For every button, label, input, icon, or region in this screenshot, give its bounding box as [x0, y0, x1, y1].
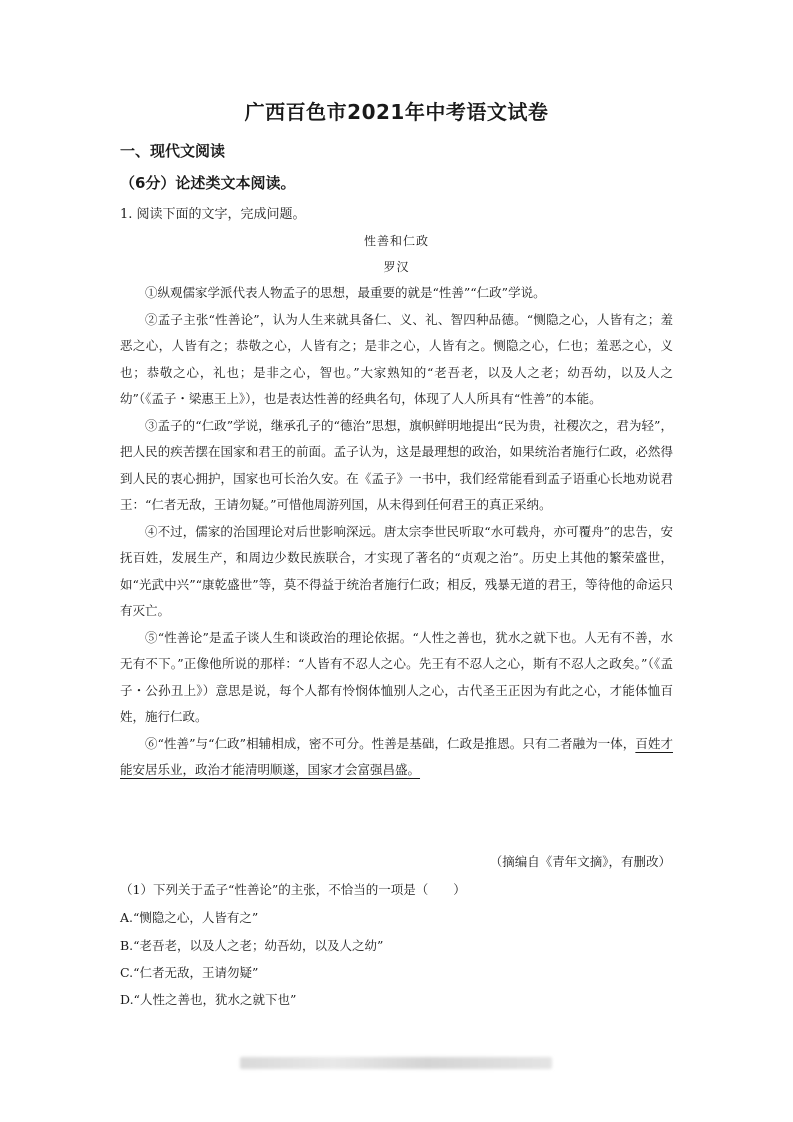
paragraph-1: ①纵观儒家学派代表人物孟子的思想，最重要的就是“性善”“仁政”学说。 [145, 285, 546, 300]
blurred-footer-watermark [240, 1057, 552, 1069]
article-author: 罗汉 [383, 260, 410, 274]
page-title: 广西百色市2021年中考语文试卷 [244, 100, 549, 124]
option-b: B.“老吾老，以及人之老；幼吾幼，以及人之幼” [120, 938, 384, 953]
question-stem: （1）下列关于孟子“性善论”的主张，不恰当的一项是（ ） [120, 882, 466, 897]
article-title: 性善和仁政 [363, 234, 429, 248]
subsection-heading: （6分）论述类文本阅读。 [120, 174, 296, 192]
question-intro: 1. 阅读下面的文字，完成问题。 [120, 207, 306, 222]
paragraph-6-text: ⑥“性善”与“仁政”相辅相成，密不可分。性善是基础，仁政是推恩。只有二者融为一体， [145, 735, 636, 751]
article-source: （摘编自《青年文摘》，有删改） [489, 854, 671, 869]
option-c: C.“仁者无敌，王请勿疑” [120, 965, 259, 980]
option-a: A.“恻隐之心，人皆有之” [120, 910, 259, 925]
section-heading: 一、现代文阅读 [120, 142, 226, 160]
paragraph-3: ③孟子的“仁政”学说，继承孔子的“德治”思想，旗帜鲜明地提出“民为贵，社稷次之，君为轻”，把人民的疾苦摆在国家和君王的前面。孟子认为，这是最理想的政治，如果统治者施行仁政，必然得到人民的衷心拥护，国家也可长治久安。在《孟子》一书中，我们经常能看到孟子语重心长地劝说君王：“仁者无敌，王请勿疑。”可惜他周游列国，从未得到任何君王的真正采纳。 [120, 417, 673, 512]
article-body [120, 280, 673, 784]
paragraph-5: ⑤“性善论”是孟子谈人生和谈政治的理论依据。“人性之善也，犹水之就下也。人无有不善，水无有不下。”正像他所说的那样：“人皆有不忍人之心。先王有不忍人之心，斯有不忍人之政矣。”（《孟子・公孙丑上》）意思是说，每个人都有怜悯体恤别人之心，古代圣王正因为有此之心，才能体恤百姓，施行仁政。 [120, 629, 673, 724]
underlined-sentence: 百姓才能安居乐业，政治才能清明顺遂，国家才会富强昌盛。 [120, 735, 673, 777]
paragraph-4: ④不过，儒家的治国理论对后世影响深远。唐太宗李世民听取“水可载舟，亦可覆舟”的忠告，安抚百姓，发展生产，和周边少数民族联合，才实现了著名的“贞观之治”。历史上其他的繁荣盛世，如“光武中兴”“康乾盛世”等，莫不得益于统治者施行仁政；相反，残暴无道的君王，等待他的命运只有灭亡。 [120, 523, 673, 618]
paragraph-2: ②孟子主张“性善论”，认为人生来就具备仁、义、礼、智四种品德。“恻隐之心，人皆有之；羞恶之心，人皆有之；恭敬之心，人皆有之；是非之心，人皆有之。恻隐之心，仁也；羞恶之心，义也；恭敬之心，礼也；是非之心，智也。”大家熟知的“老吾老，以及人之老；幼吾幼，以及人之幼”（《孟子・梁惠王上》），也是表达性善的经典名句，体现了人人所具有“性善”的本能。 [120, 311, 673, 406]
paragraph-6 [120, 731, 673, 784]
option-d: D.“人性之善也，犹水之就下也” [120, 992, 297, 1007]
